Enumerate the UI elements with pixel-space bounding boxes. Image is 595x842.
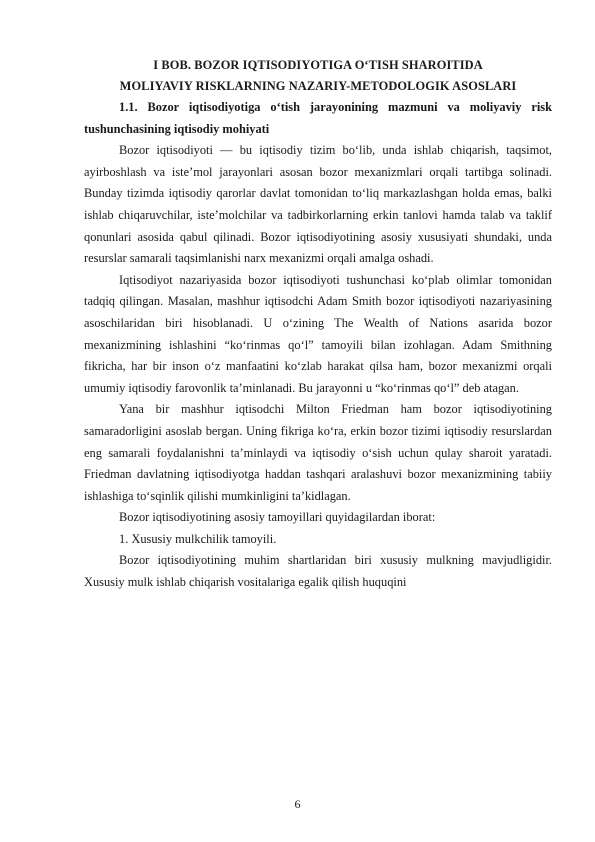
paragraph-5: Bozor iqtisodiyotining muhim shartlaridan biri xususiy mulkning mavjudligidir. Xususiy mulk ishlab chiqarish vositalariga egalik qilish huquqini xyxy=(84,553,552,590)
list-item-1: 1. Xususiy mulkchilik tamoyili. xyxy=(119,531,277,546)
paragraph-1: Bozor iqtisodiyoti — bu iqtisodiy tizim bo‘lib, unda ishlab chiqarish, taqsimot, ayirboshlash va iste’mol jarayonlari asosan bozor mexanizmlari orqali tartibga solinadi. Bunday tizimda iqtisodiy qarorlar davlat tomonidan to‘liq markazlashgan holda emas, balki ishlab chiqaruvchilar, iste’molchilar va tadbirkorlarning erkin tanlovi hamda talab va taklif qonunlari asosida qabul qilinadi. Bozor iqtisodiyotining asosiy xususiyati shundaki, unda resurslar samarali taqsimlanishi narx mexanizmi orqali amalga oshadi. xyxy=(84,143,552,266)
paragraph-3: Yana bir mashhur iqtisodchi Milton Friedman ham bozor iqtisodiyotining samaradorligini asoslab bergan. Uning fikriga ko‘ra, erkin bozor tizimi iqtisodiy resurslardan eng samarali foydalanishni ta’minlaydi va iqtisodiy o‘sish uchun qulay sharoit yaratadi. Friedman davlatning iqtisodiyotga haddan tashqari aralashuvi bozor mexanizmining tabiiy ishlashiga to‘sqinlik qilishi mumkinligini ta’kidlagan. xyxy=(84,402,552,503)
paragraph-2: Iqtisodiyot nazariyasida bozor iqtisodiyoti tushunchasi ko‘plab olimlar tomonidan tadqiq qilingan. Masalan, mashhur iqtisodchi Adam Smith bozor iqtisodiyoti nazariyasining asoschilaridan biri hisoblanadi. U o‘zining The Wealth of Nations asarida bozor mexanizmining ishlashini “ko‘rinmas qo‘l” tamoyili bilan izohlagan. Adam Smithning fikricha, har bir inson o‘z manfaatini ko‘zlab harakat qilsa ham, bozor mexanizmi orqali umumiy iqtisodiy farovonlik ta’minlanadi. Bu jarayonni u “ko‘rinmas qo‘l” deb atagan. xyxy=(84,272,552,395)
page-number: 6 xyxy=(294,797,301,811)
chapter-title-line-2: MOLIYAVIY RISKLARNING NAZARIY-METODOLOGIK ASOSLARI xyxy=(119,79,517,93)
document-page xyxy=(84,55,552,594)
chapter-title-line-1: I BOB. BOZOR IQTISODIYOTIGA O‘TISH SHAROITIDA xyxy=(153,58,483,72)
paragraph-4: Bozor iqtisodiyotining asosiy tamoyillari quyidagilardan iborat: xyxy=(119,510,436,525)
section-title: 1.1. Bozor iqtisodiyotiga o‘tish jarayonining mazmuni va moliyaviy risk tushunchasining iqtisodiy mohiyati xyxy=(84,100,552,136)
